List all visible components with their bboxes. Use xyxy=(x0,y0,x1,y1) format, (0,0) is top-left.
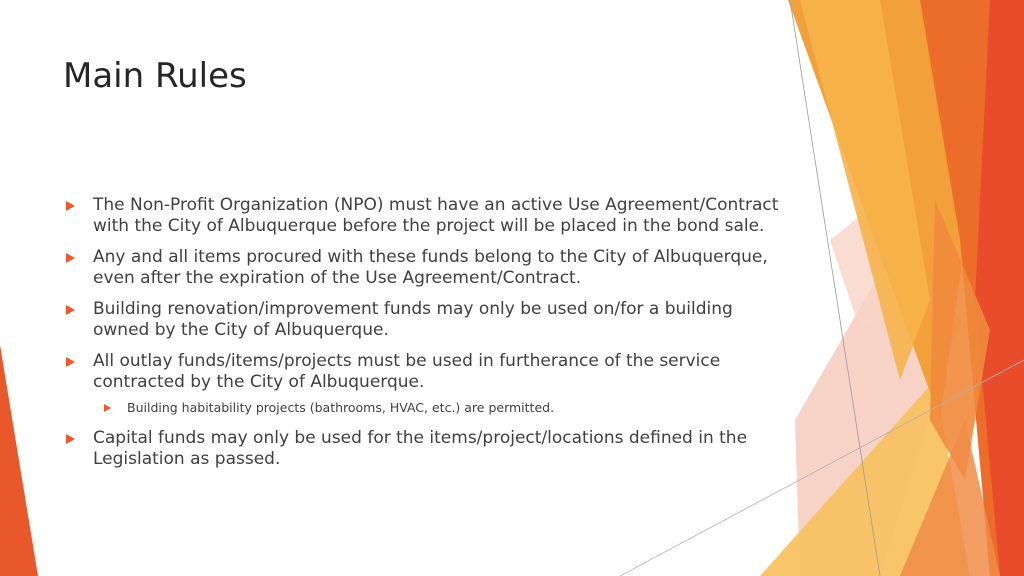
bullet-text: All outlay funds/items/projects must be used in furtherance of the service contracted by the City of Albuquerque. xyxy=(93,351,721,392)
sub-bullet-arrow-icon xyxy=(104,404,111,412)
slide-title: Main Rules xyxy=(63,56,247,96)
bullet-item xyxy=(63,247,783,289)
bullet-item xyxy=(63,428,783,470)
bullet-text: Any and all items procured with these funds belong to the City of Albuquerque, even after the expiration of the Use Agreement/Contract. xyxy=(93,247,768,288)
bullet-text: The Non-Profit Organization (NPO) must have an active Use Agreement/Contract with the City of Albuquerque before the project will be placed in the bond sale. xyxy=(93,195,779,236)
bullet-text: Building renovation/improvement funds may only be used on/for a building owned by the City of Albuquerque. xyxy=(93,299,733,340)
left-accent-shape xyxy=(0,345,38,576)
bullet-arrow-icon xyxy=(66,357,75,367)
bullet-item xyxy=(63,351,783,393)
bullet-list xyxy=(63,195,783,480)
bullet-arrow-icon xyxy=(66,305,75,315)
bullet-item xyxy=(63,299,783,341)
bullet-arrow-icon xyxy=(66,253,75,263)
bullet-arrow-icon xyxy=(66,434,75,444)
bullet-item xyxy=(63,195,783,237)
bullet-text: Capital funds may only be used for the items/project/locations defined in the Legislation as passed. xyxy=(93,428,748,469)
bullet-arrow-icon xyxy=(66,201,75,211)
sub-bullet-item xyxy=(63,400,783,416)
sub-bullet-text: Building habitability projects (bathrooms, HVAC, etc.) are permitted. xyxy=(127,400,555,415)
